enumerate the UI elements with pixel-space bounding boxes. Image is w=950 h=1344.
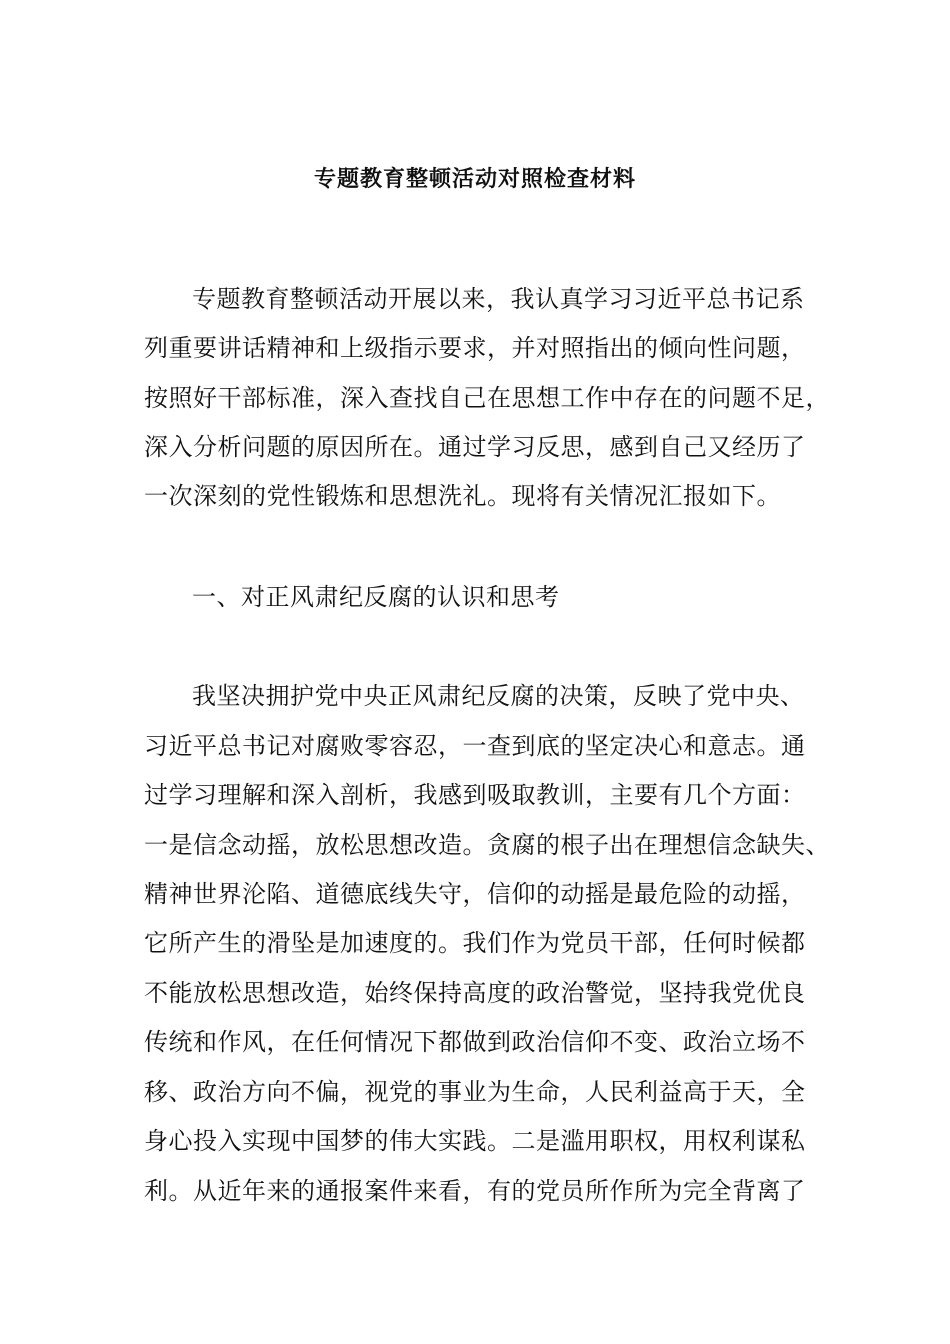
paragraph2-line: 精神世界沦陷、道德底线失守，信仰的动摇是最危险的动摇， — [144, 880, 806, 908]
section-heading: 一、对正风肃纪反腐的认识和思考 — [192, 583, 560, 611]
paragraph2-line: 我坚决拥护党中央正风肃纪反腐的决策，反映了党中央、 — [192, 682, 805, 710]
paragraph2-line: 习近平总书记对腐败零容忍，一查到底的坚定决心和意志。通 — [144, 732, 806, 760]
paragraph2-line: 不能放松思想改造，始终保持高度的政治警觉，坚持我党优良 — [144, 979, 806, 1007]
paragraph1-line: 按照好干部标准，深入查找自己在思想工作中存在的问题不足， — [144, 384, 830, 412]
paragraph2-line: 它所产生的滑坠是加速度的。我们作为党员干部，任何时候都 — [144, 929, 806, 957]
paragraph2-line: 传统和作风，在任何情况下都做到政治信仰不变、政治立场不 — [144, 1028, 806, 1056]
paragraph1-line: 深入分析问题的原因所在。通过学习反思，感到自己又经历了 — [144, 433, 806, 461]
paragraph1-line: 一次深刻的党性锻炼和思想洗礼。现将有关情况汇报如下。 — [144, 482, 781, 510]
paragraph1-line: 列重要讲话精神和上级指示要求，并对照指出的倾向性问题， — [144, 334, 806, 362]
document-title: 专题教育整顿活动对照检查材料 — [313, 167, 636, 192]
paragraph2-line: 移、政治方向不偏，视党的事业为生命，人民利益高于天，全 — [144, 1078, 806, 1106]
paragraph2-line: 利。从近年来的通报案件来看，有的党员所作所为完全背离了 — [144, 1177, 806, 1205]
paragraph2-line: 一是信念动摇，放松思想改造。贪腐的根子出在理想信念缺失、 — [144, 831, 830, 859]
paragraph2-line: 身心投入实现中国梦的伟大实践。二是滥用职权，用权利谋私 — [144, 1127, 806, 1155]
paragraph1-line: 专题教育整顿活动开展以来，我认真学习习近平总书记系 — [192, 285, 805, 313]
paragraph2-line: 过学习理解和深入剖析，我感到吸取教训，主要有几个方面： — [144, 781, 806, 809]
